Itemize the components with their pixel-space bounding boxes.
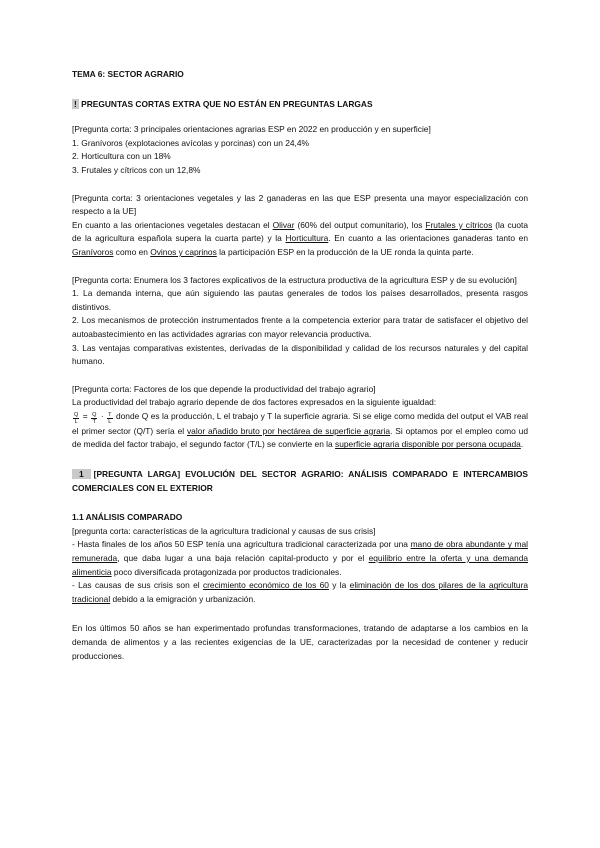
extra-questions-header	[72, 98, 528, 112]
subsection-1-1-title: 1.1 ANÁLISIS COMPARADO	[72, 512, 183, 523]
sub11-closing: En los últimos 50 años se han experimentado profundas transformaciones, tratando de adaptarse a los cambios en la demanda de alimentos y a las recientes exigencias de la UE, caracterizadas por la necesidad de contener y reducir producciones.	[72, 623, 528, 661]
q1-item-3: 3. Frutales y cítricos con un 12,8%	[72, 164, 201, 175]
highlight-mano-obra: mano de obra abundante y mal remunerada	[72, 539, 528, 564]
q3-item-2: 2. Los mecanismos de protección instrumentados frente a la competencia exterior para tratar de satisfacer el objetivo del autoabastecimiento en las actividades agrarias con mayor relevancia productiva.	[72, 315, 528, 339]
fraction-q-over-l: $\frac{Q}{L}$	[74, 411, 79, 425]
page-title: TEMA 6: SECTOR AGRARIO	[72, 69, 184, 79]
sub11-bullet-1: - Hasta finales de los años 50 ESP tenía una agricultura tradicional caracterizada por una mano de obra abundante y mal remunerada, que daba lugar a una baja relación capital-producto y por el equilibrio entre la oferta y una demanda alimenticia poco diversificada protagonizada por productos tradicionales.	[72, 539, 529, 577]
q1-item-2: 2. Horticultura con un 18%	[72, 151, 171, 162]
q3-item-3: 3. Las ventajas comparativas existentes, derivadas de la disponibilidad y calidad de los recursos naturales y del capital humano.	[72, 342, 528, 367]
highlight-crecimiento: crecimiento económico de los 60	[202, 580, 329, 591]
q2-heading: [Pregunta corta: 3 orientaciones vegetales y las 2 ganaderas en las que ESP presenta una mayor especialización con respecto a la UE]	[72, 192, 528, 217]
highlight-vab-hectarea: valor añadido bruto por hectárea de superficie agraria	[186, 425, 391, 436]
q4-heading: [Pregunta corta: Factores de los que depende la productividad del trabajo agrario]	[72, 383, 376, 394]
q1-heading: [Pregunta corta: 3 principales orientaciones agrarias ESP en 2022 en producción y en superficie]	[72, 124, 431, 135]
q4-intro: La productividad del trabajo agrario depende de dos factores expresados en la siguiente igualdad:	[72, 397, 437, 408]
exclamation-icon: !	[74, 98, 77, 109]
fraction-q-over-t: $\frac{Q}{T}$	[92, 411, 97, 425]
document-body	[72, 68, 528, 663]
highlight-equilibrio: equilibrio entre la oferta y una demanda alimenticia	[72, 553, 529, 577]
q3-heading: [Pregunta corta: Enumera los 3 factores explicativos de la estructura productiva de la agricultura ESP y de su evolución]	[72, 274, 517, 285]
section-1-heading	[72, 468, 528, 495]
q4-formula-paragraph: $\frac{Q}{L}$ = $\frac{Q}{T}$ · $\frac{T}{L}$ donde Q es la producción, L el trabajo y T la superficie agraria. Si se elige como medida del output el VAB real el primer sector (Q/T) sería el valor añadido bruto por hectárea de superficie agraria. Si optamos por el empleo como ud de medida del factor trabajo, el segundo factor (T/L) se convierte en la superficie agraria disponible por persona ocupada.	[72, 410, 528, 450]
section-1-title: [PREGUNTA LARGA] EVOLUCIÓN DEL SECTOR AGRARIO: ANÁLISIS COMPARADO E INTERCAMBIOS COMERCIALES CON EL EXTERIOR	[72, 469, 528, 493]
highlight-horticultura: Horticultura	[285, 233, 329, 244]
sub11-bullet-2: - Las causas de sus crisis son el crecimiento económico de los 60 y la eliminación de los dos pilares de la agricultura tradicional debido a la emigración y urbanización.	[72, 580, 529, 604]
extra-questions-title: PREGUNTAS CORTAS EXTRA QUE NO ESTÁN EN PREGUNTAS LARGAS	[81, 98, 373, 109]
q1-item-1: 1. Granívoros (explotaciones avícolas y porcinas) con un 24,4%	[72, 137, 309, 148]
highlight-superficie-ocupada: superficie agraria disponible por persona ocupada	[335, 439, 521, 450]
sub11-heading: [pregunta corta: características de la agricultura tradicional y causas de sus crisis]	[72, 525, 376, 536]
highlight-ovinos: Ovinos y caprinos	[150, 246, 217, 257]
highlight-olivar: Olivar	[272, 219, 295, 230]
q2-answer: En cuanto a las orientaciones vegetales destacan el Olivar (60% del output comunitario), los Frutales y cítricos (la cuota de la agricultura española supera la cuarta parte) y la Horticultura. En cuanto a las orientaciones ganaderas tanto en Granívoros como en Ovinos y caprinos la participación ESP en la producción de la UE ronda la quinta parte.	[72, 219, 529, 257]
highlight-frutales: Frutales y cítricos	[425, 219, 493, 230]
highlight-granivoros: Granívoros	[72, 246, 114, 257]
fraction-t-over-l: $\frac{T}{L}$	[108, 411, 112, 425]
highlight-eliminacion: eliminación de los dos pilares de la agricultura tradicional	[72, 580, 529, 604]
section-number-badge: 1	[72, 469, 91, 479]
q3-item-1: 1. La demanda interna, que aún siguiendo las pautas generales de todos los países desarrollados, presenta rasgos distintivos.	[72, 288, 528, 312]
